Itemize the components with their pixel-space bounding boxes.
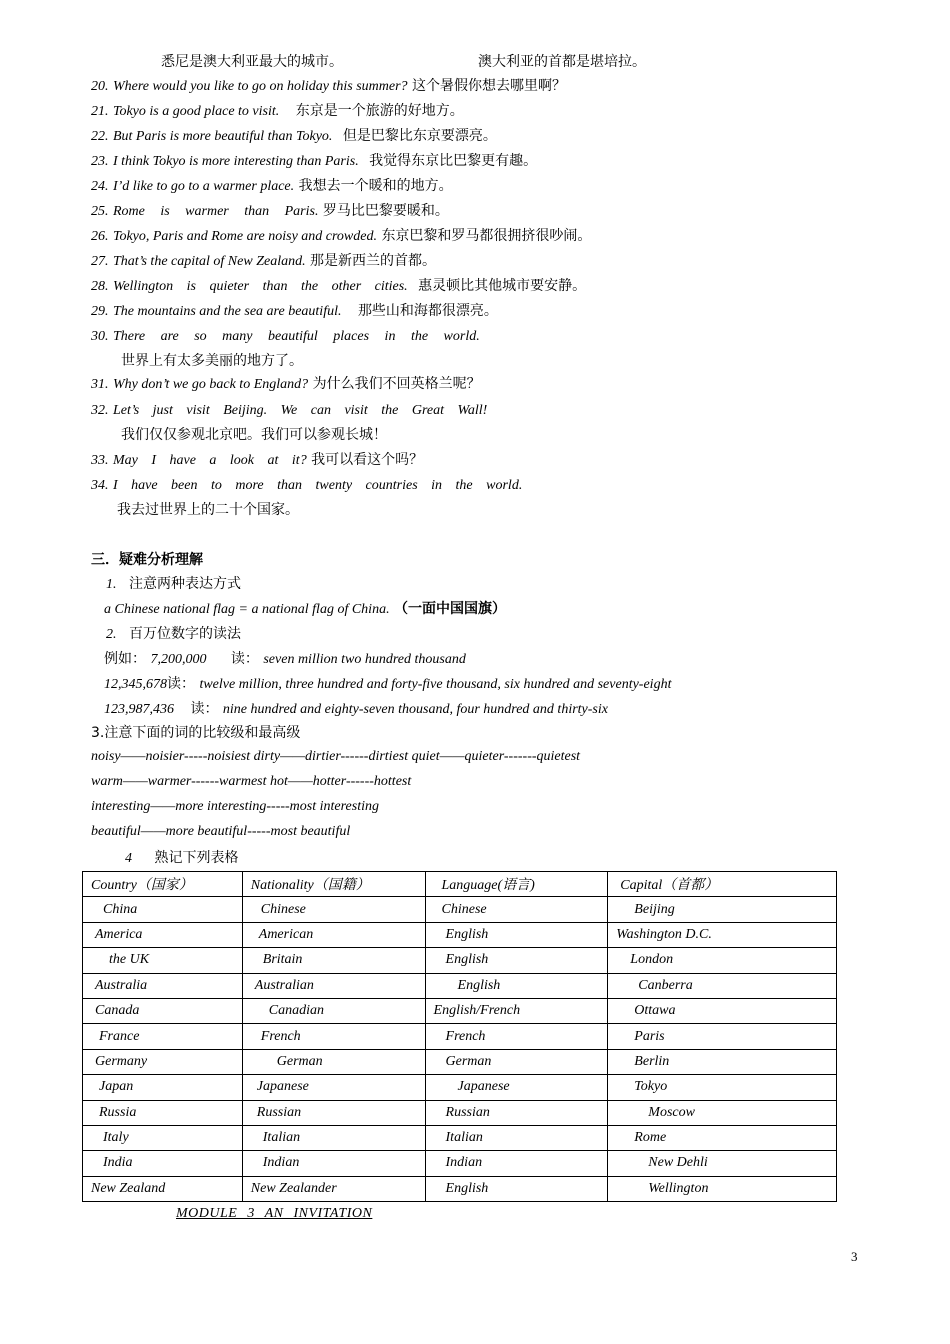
cell-capital: Paris	[608, 1024, 837, 1049]
sentence-english: Tokyo is a good place to visit.	[112, 104, 280, 119]
sentence-chinese: 惠灵顿比其他城市要安静。	[418, 278, 587, 294]
table-row	[83, 998, 837, 1023]
read-label: 读：	[190, 701, 219, 717]
sentence-number: 31.	[91, 377, 109, 392]
cell-nationality: New Zealander	[242, 1176, 425, 1201]
cell-language: German	[425, 1049, 608, 1074]
cell-language: Chinese	[425, 897, 608, 922]
cell-capital: Moscow	[608, 1100, 837, 1125]
sentence-29	[91, 301, 498, 322]
cell-nationality: Britain	[242, 948, 425, 973]
cell-capital: Washington D.C.	[608, 922, 837, 947]
sentence-english: There are so many beautiful places in the world.	[112, 329, 480, 344]
cell-language: French	[425, 1024, 608, 1049]
flag-translation: （一面中国国旗）	[394, 601, 507, 617]
sentence-22	[91, 126, 497, 147]
read-label: 读：	[167, 676, 195, 692]
table-row	[83, 1049, 837, 1074]
cell-country: Australia	[83, 973, 243, 998]
read-label: 读：	[230, 651, 259, 667]
sentence-number: 34.	[91, 478, 109, 493]
module-title: MODULE 3 AN INVITATION	[176, 1206, 373, 1221]
sentence-english: That’s the capital of New Zealand.	[112, 254, 306, 269]
sentence-number: 25.	[91, 204, 109, 219]
sentence-number: 24.	[91, 179, 109, 194]
sentence-number: 23.	[91, 154, 109, 169]
item-3-title: 3.注意下面的词的比较级和最高级	[91, 725, 301, 741]
sentence-24	[91, 176, 453, 197]
cell-capital: Berlin	[608, 1049, 837, 1074]
cell-country: Italy	[83, 1125, 243, 1150]
cell-nationality: Indian	[242, 1151, 425, 1176]
sentence-chinese: 这个暑假你想去哪里啊？	[412, 78, 567, 94]
sentence-english: Wellington is quieter than the other cities.	[112, 279, 408, 294]
table-row	[83, 948, 837, 973]
sentence-number: 22.	[91, 129, 109, 144]
item-number: 4	[125, 851, 132, 866]
cell-capital: Canberra	[608, 973, 837, 998]
sentence-30	[91, 326, 480, 347]
sentence-20	[91, 76, 566, 97]
section-heading: 三．疑难分析理解	[91, 552, 203, 568]
number-example-1	[104, 649, 466, 670]
cell-nationality: French	[242, 1024, 425, 1049]
top-line-right: 澳大利亚的首都是堪培拉。	[478, 54, 646, 70]
cell-capital: Rome	[608, 1125, 837, 1150]
example-reading: twelve million, three hundred and forty-five thousand, six hundred and seventy-eight	[199, 677, 672, 692]
item-number: 2.	[106, 627, 117, 642]
header-language: Language(语言)	[425, 872, 608, 897]
number-example-3	[104, 699, 608, 720]
sentence-chinese: 东京是一个旅游的好地方。	[295, 103, 464, 119]
cell-country: China	[83, 897, 243, 922]
header-capital: Capital（首都）	[608, 872, 837, 897]
table-row	[83, 897, 837, 922]
table-row	[83, 1024, 837, 1049]
sentence-25	[91, 201, 449, 222]
sentence-23	[91, 151, 537, 172]
sentence-number: 30.	[91, 329, 109, 344]
cell-capital: London	[608, 948, 837, 973]
sentence-english: Where would you like to go on holiday this summer?	[112, 79, 408, 94]
cell-language: English	[425, 973, 608, 998]
sentence-english: But Paris is more beautiful than Tokyo.	[112, 129, 333, 144]
country-table	[82, 871, 837, 1202]
example-reading: nine hundred and eighty-seven thousand, four hundred and thirty-six	[222, 702, 608, 717]
sentence-english: Tokyo, Paris and Rome are noisy and crowded.	[112, 229, 377, 244]
example-number: 7,200,000	[150, 652, 207, 667]
sentence-chinese: 那些山和海都很漂亮。	[357, 303, 498, 319]
sentence-english: Rome is warmer than Paris.	[112, 204, 319, 219]
cell-capital: Beijing	[608, 897, 837, 922]
country-table-body	[83, 872, 837, 1202]
sentence-34-chinese: 我去过世界上的二十个国家。	[117, 502, 299, 518]
sentence-number: 21.	[91, 104, 109, 119]
cell-country: Russia	[83, 1100, 243, 1125]
sentence-33	[91, 450, 423, 471]
item-1-example	[104, 599, 506, 620]
comparison-line-2: warm——warmer------warmest hot——hotter------hottest	[91, 774, 412, 789]
example-number: 12,345,678	[104, 677, 167, 692]
sentence-chinese: 为什么我们不回英格兰呢？	[312, 376, 481, 392]
sentence-english: Let’s just visit Beijing. We can visit the Great Wall!	[112, 403, 488, 418]
item-2	[106, 624, 241, 645]
item-1	[106, 574, 241, 595]
cell-nationality: Chinese	[242, 897, 425, 922]
sentence-chinese: 那是新西兰的首都。	[310, 253, 437, 269]
table-row	[83, 1075, 837, 1100]
sentence-chinese: 罗马比巴黎要暖和。	[322, 203, 449, 219]
sentence-31	[91, 374, 481, 395]
cell-language: English	[425, 922, 608, 947]
comparison-line-4: beautiful——more beautiful-----most beautiful	[91, 824, 351, 839]
sentence-number: 29.	[91, 304, 109, 319]
cell-nationality: Russian	[242, 1100, 425, 1125]
number-example-2	[104, 674, 671, 695]
cell-nationality: German	[242, 1049, 425, 1074]
cell-language: English	[425, 1176, 608, 1201]
cell-capital: Ottawa	[608, 998, 837, 1023]
item-4	[125, 848, 238, 869]
table-header-row	[83, 872, 837, 897]
cell-country: America	[83, 922, 243, 947]
sentence-number: 32.	[91, 403, 109, 418]
page-number: 3	[851, 1249, 858, 1264]
sentence-number: 28.	[91, 279, 109, 294]
cell-country: Japan	[83, 1075, 243, 1100]
sentence-21	[91, 101, 464, 122]
sentence-number: 33.	[91, 453, 109, 468]
table-row	[83, 1151, 837, 1176]
sentence-32	[91, 400, 487, 421]
cell-language: English	[425, 948, 608, 973]
cell-nationality: Canadian	[242, 998, 425, 1023]
cell-nationality: Italian	[242, 1125, 425, 1150]
sentence-chinese: 但是巴黎比东京要漂亮。	[342, 128, 497, 144]
sentence-chinese: 我觉得东京比巴黎更有趣。	[369, 153, 538, 169]
cell-country: Germany	[83, 1049, 243, 1074]
sentence-32-chinese: 我们仅仅参观北京吧。我们可以参观长城！	[121, 427, 387, 443]
cell-nationality: Australian	[242, 973, 425, 998]
table-row	[83, 1125, 837, 1150]
example-reading: seven million two hundred thousand	[263, 652, 466, 667]
sentence-number: 27.	[91, 254, 109, 269]
sentence-english: I have been to more than twenty countries in the world.	[112, 478, 523, 493]
example-number: 123,987,436	[104, 702, 174, 717]
cell-country: New Zealand	[83, 1176, 243, 1201]
cell-country: the UK	[83, 948, 243, 973]
sentence-27	[91, 251, 436, 272]
sentence-chinese: 我可以看这个吗？	[311, 452, 424, 468]
sentence-number: 26.	[91, 229, 109, 244]
example-label: 例如：	[104, 651, 146, 667]
sentence-28	[91, 276, 586, 297]
sentence-26	[91, 226, 591, 247]
item-title: 百万位数字的读法	[128, 626, 241, 642]
cell-language: Japanese	[425, 1075, 608, 1100]
item-number: 1.	[106, 577, 117, 592]
sentence-chinese: 东京巴黎和罗马都很拥挤很吵闹。	[381, 228, 592, 244]
cell-language: Italian	[425, 1125, 608, 1150]
sentence-english: I’d like to go to a warmer place.	[112, 179, 295, 194]
header-country: Country（国家）	[83, 872, 243, 897]
sentence-number: 20.	[91, 79, 109, 94]
cell-capital: New Dehli	[608, 1151, 837, 1176]
comparison-line-1: noisy——noisier-----noisiest dirty——dirtier------dirtiest quiet——quieter-------quietest	[91, 749, 581, 764]
cell-country: Canada	[83, 998, 243, 1023]
sentence-english: May I have a look at it?	[112, 453, 307, 468]
cell-nationality: Japanese	[242, 1075, 425, 1100]
sentence-english: The mountains and the sea are beautiful.	[112, 304, 342, 319]
header-nationality: Nationality（国籍）	[242, 872, 425, 897]
sentence-34	[91, 475, 522, 496]
sentence-english: I think Tokyo is more interesting than Paris.	[112, 154, 359, 169]
cell-language: Russian	[425, 1100, 608, 1125]
table-row	[83, 1100, 837, 1125]
item-title: 注意两种表达方式	[128, 576, 241, 592]
cell-country: India	[83, 1151, 243, 1176]
table-row	[83, 973, 837, 998]
cell-nationality: American	[242, 922, 425, 947]
sentence-chinese: 我想去一个暖和的地方。	[298, 178, 453, 194]
top-line-left: 悉尼是澳大利亚最大的城市。	[161, 54, 343, 70]
cell-language: Indian	[425, 1151, 608, 1176]
cell-capital: Tokyo	[608, 1075, 837, 1100]
sentence-english: Why don’t we go back to England?	[112, 377, 309, 392]
cell-language: English/French	[425, 998, 608, 1023]
cell-country: France	[83, 1024, 243, 1049]
cell-capital: Wellington	[608, 1176, 837, 1201]
sentence-30-chinese: 世界上有太多美丽的地方了。	[121, 353, 303, 369]
table-row	[83, 1176, 837, 1201]
table-row	[83, 922, 837, 947]
item-title: 熟记下列表格	[154, 850, 239, 866]
comparison-line-3: interesting——more interesting-----most interesting	[91, 799, 379, 814]
flag-expression: a Chinese national flag = a national flag of China.	[104, 602, 390, 617]
